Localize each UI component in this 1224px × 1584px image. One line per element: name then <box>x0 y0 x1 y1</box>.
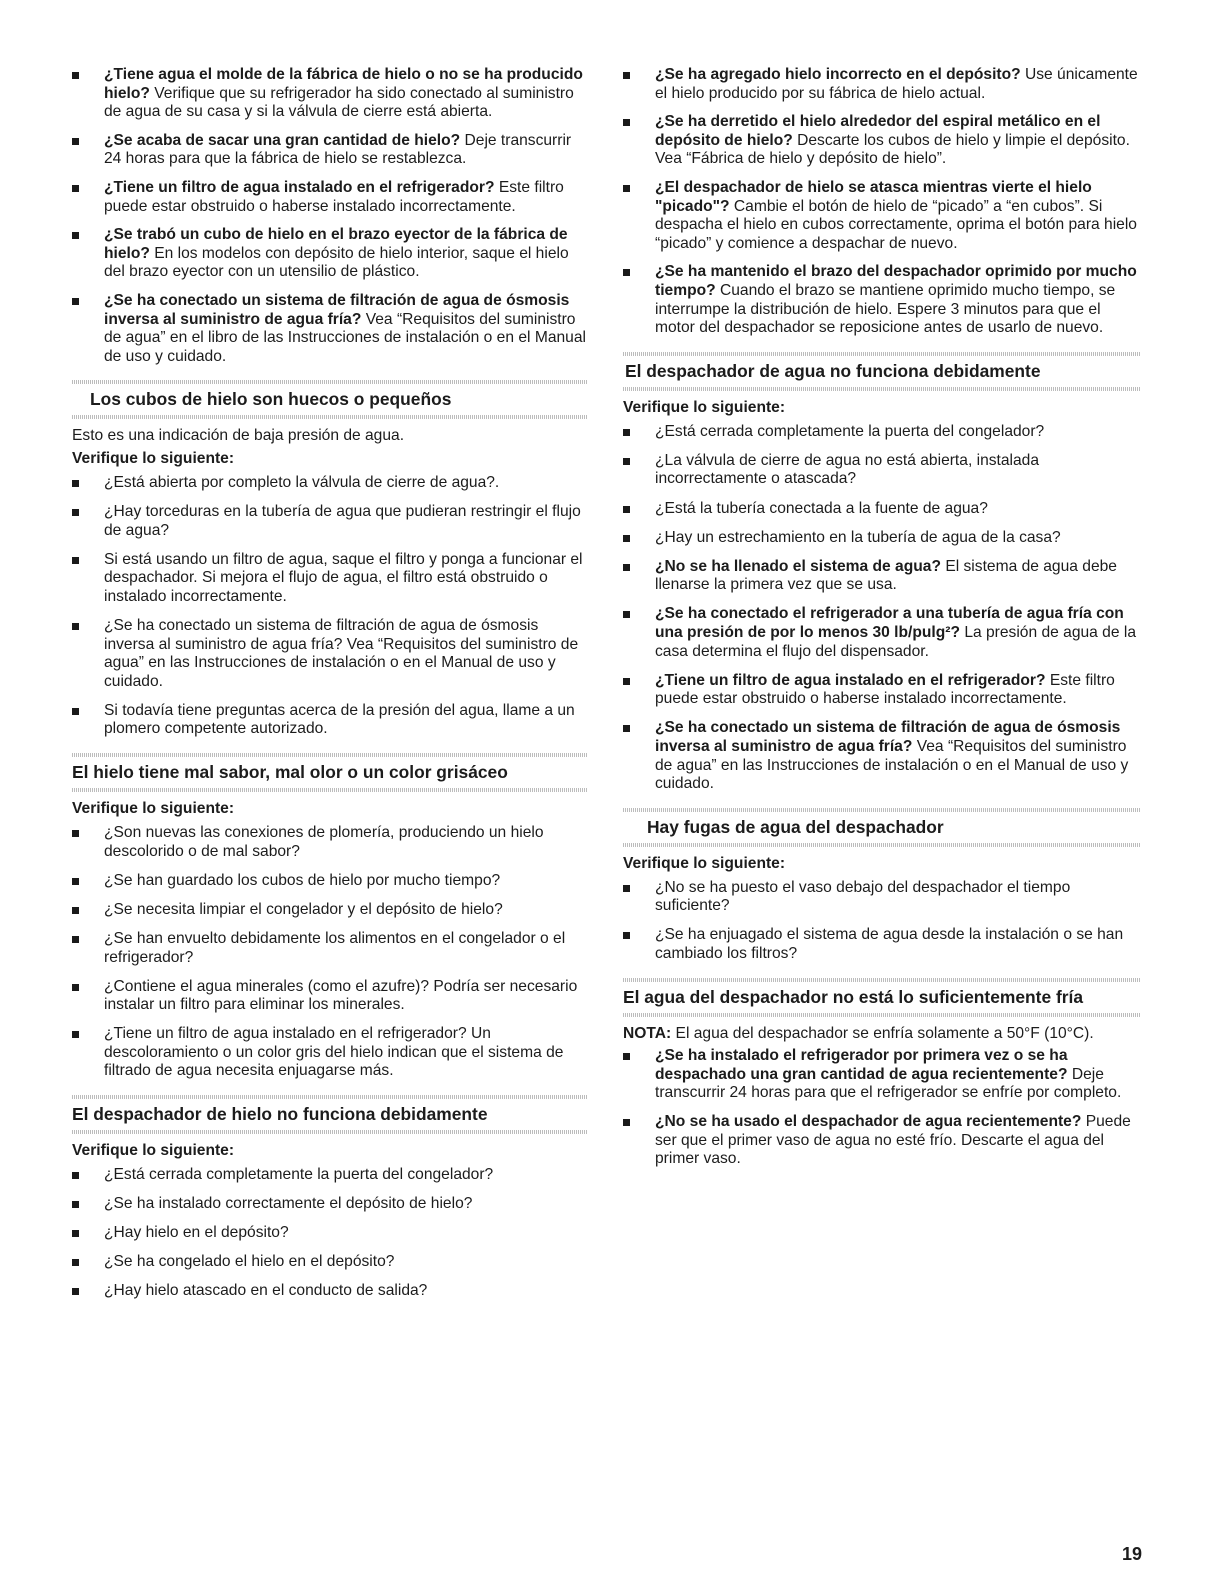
section-heading: El despachador de hielo no funciona debidamente <box>72 1104 488 1125</box>
divider <box>623 843 1141 847</box>
section-heading: El hielo tiene mal sabor, mal olor o un color grisáceo <box>72 762 508 783</box>
list-item: ¿Se ha enjuagado el sistema de agua desde la instalación o se han cambiado los filtros? <box>623 926 1141 963</box>
checklist <box>72 1166 588 1301</box>
verify-label: Verifique lo siguiente: <box>72 1142 235 1160</box>
list-item: ¿Hay torceduras en la tubería de agua que pudieran restringir el flujo de agua? <box>72 503 588 540</box>
list-item: ¿Se ha conectado un sistema de filtración de agua de ósmosis inversa al suministro de agua fría? Vea “Requisitos del suministro de agua” en las Instrucciones de instalación o en el Manual de uso y cuidado. <box>72 617 588 691</box>
list-item: Si todavía tiene preguntas acerca de la presión del agua, llame a un plomero competente autorizado. <box>72 702 588 739</box>
list-item: ¿Contiene el agua minerales (como el azufre)? Podría ser necesario instalar un filtro para eliminar los minerales. <box>72 978 588 1015</box>
list-item: ¿La válvula de cierre de agua no está abierta, instalada incorrectamente o atascada? <box>623 452 1141 489</box>
note: NOTA: El agua del despachador se enfría solamente a 50°F (10°C). <box>623 1024 1094 1042</box>
list-item: ¿Se ha conectado un sistema de filtración de agua de ósmosis inversa al suministro de agua fría? Vea “Requisitos del suministro de agua” en el libro de las Instrucciones de instalación o en el Manual de uso y cuidado. <box>72 292 588 366</box>
verify-label: Verifique lo siguiente: <box>72 800 235 818</box>
list-item: ¿Está la tubería conectada a la fuente de agua? <box>623 500 1141 519</box>
verify-label: Verifique lo siguiente: <box>623 854 786 872</box>
list-item: ¿Se han guardado los cubos de hielo por mucho tiempo? <box>72 872 588 891</box>
list-item: ¿No se ha llenado el sistema de agua? El sistema de agua debe llenarse la primera vez que se usa. <box>623 558 1141 595</box>
list-item: ¿Está cerrada completamente la puerta del congelador? <box>623 423 1141 442</box>
checklist <box>72 474 588 739</box>
section-water-dispenser <box>623 352 1141 794</box>
divider <box>72 788 588 792</box>
list-item: ¿Se ha mantenido el brazo del despachador oprimido por mucho tiempo? Cuando el brazo se mantiene oprimido mucho tiempo, se interrumpe la distribución de hielo. Espere 3 minutos para que el motor del despachador se reposicione antes de usarlo de nuevo. <box>623 263 1141 337</box>
list-item: ¿Hay hielo en el depósito? <box>72 1224 588 1243</box>
right-column <box>623 66 1141 1179</box>
section-bad-taste <box>72 753 588 1081</box>
section-heading: Hay fugas de agua del despachador <box>647 816 944 837</box>
verify-label: Verifique lo siguiente: <box>623 398 786 416</box>
divider <box>72 415 588 419</box>
list-item: ¿Se han envuelto debidamente los alimentos en el congelador o el refrigerador? <box>72 930 588 967</box>
list-item: ¿Se trabó un cubo de hielo en el brazo eyector de la fábrica de hielo? En los modelos con depósito de hielo interior, saque el hielo del brazo eyector con un utensilio de plástico. <box>72 226 588 282</box>
list-item: ¿Se necesita limpiar el congelador y el depósito de hielo? <box>72 901 588 920</box>
list-item: ¿El despachador de hielo se atasca mientras vierte el hielo "picado"? Cambie el botón de hielo de “picado” a “en cubos”. Si despacha el hielo en cubos correctamente, oprima el botón para hielo “picado” y comience a despachar de nuevo. <box>623 179 1141 253</box>
divider <box>623 387 1141 391</box>
list-item: Si está usando un filtro de agua, saque el filtro y ponga a funcionar el despachador. Si mejora el flujo de agua, el filtro está obstruido o instalado incorrectamente. <box>72 551 588 607</box>
list-item: ¿Tiene un filtro de agua instalado en el refrigerador? Un descoloramiento o un color gris del hielo indican que el sistema de filtrado de agua necesita enjuagarse más. <box>72 1025 588 1081</box>
section-ice-dispenser <box>72 1095 588 1301</box>
list-item: ¿Hay hielo atascado en el conducto de salida? <box>72 1282 588 1301</box>
section-not-cold <box>623 978 1141 1169</box>
list-item: ¿Son nuevas las conexiones de plomería, produciendo un hielo descolorido o de mal sabor? <box>72 824 588 861</box>
page-number: 19 <box>1121 1544 1142 1564</box>
checklist <box>623 1047 1141 1169</box>
list-item: ¿Tiene un filtro de agua instalado en el refrigerador? Este filtro puede estar obstruido o haberse instalado incorrectamente. <box>72 179 588 216</box>
section-intro: Esto es una indicación de baja presión de agua. <box>72 427 405 445</box>
section-heading: El despachador de agua no funciona debidamente <box>625 360 1041 381</box>
ice-dispenser-checklist <box>623 66 1141 338</box>
list-item: ¿Se ha congelado el hielo en el depósito? <box>72 1253 588 1272</box>
divider <box>623 1013 1141 1017</box>
list-item: ¿Está cerrada completamente la puerta del congelador? <box>72 1166 588 1185</box>
divider <box>72 1130 588 1134</box>
list-item: ¿No se ha usado el despachador de agua recientemente? Puede ser que el primer vaso de agua no esté frío. Descarte el agua del primer vaso. <box>623 1113 1141 1169</box>
ice-maker-checklist <box>72 66 588 366</box>
list-item: ¿Hay un estrechamiento en la tubería de agua de la casa? <box>623 529 1141 548</box>
list-item: ¿Se ha conectado el refrigerador a una tubería de agua fría con una presión de por lo menos 30 lb/pulg²? La presión de agua de la casa determina el flujo del dispensador. <box>623 605 1141 661</box>
list-item: ¿Se ha instalado correctamente el depósito de hielo? <box>72 1195 588 1214</box>
section-leaks <box>623 808 1141 964</box>
checklist <box>623 423 1141 794</box>
list-item: ¿Se ha agregado hielo incorrecto en el depósito? Use únicamente el hielo producido por su fábrica de hielo actual. <box>623 66 1141 103</box>
list-item: ¿Se ha conectado un sistema de filtración de agua de ósmosis inversa al suministro de agua fría? Vea “Requisitos del suministro de agua” en las Instrucciones de instalación o en el Manual de uso y cuidado. <box>623 719 1141 793</box>
list-item: ¿Tiene agua el molde de la fábrica de hielo o no se ha producido hielo? Verifique que su refrigerador ha sido conectado al suministro de agua de su casa y si la válvula de cierre está abierta. <box>72 66 588 122</box>
section-heading: Los cubos de hielo son huecos o pequeños <box>90 389 452 410</box>
list-item: ¿No se ha puesto el vaso debajo del despachador el tiempo suficiente? <box>623 879 1141 916</box>
list-item: ¿Está abierta por completo la válvula de cierre de agua?. <box>72 474 588 493</box>
list-item: ¿Se acaba de sacar una gran cantidad de hielo? Deje transcurrir 24 horas para que la fábrica de hielo se restablezca. <box>72 132 588 169</box>
list-item: ¿Tiene un filtro de agua instalado en el refrigerador? Este filtro puede estar obstruido o haberse instalado incorrectamente. <box>623 672 1141 709</box>
list-item: ¿Se ha derretido el hielo alrededor del espiral metálico en el depósito de hielo? Descarte los cubos de hielo y limpie el depósito. Vea “Fábrica de hielo y depósito de hielo”. <box>623 113 1141 169</box>
section-hollow-cubes <box>72 380 588 739</box>
section-heading: El agua del despachador no está lo suficientemente fría <box>623 986 1084 1007</box>
list-item: ¿Se ha instalado el refrigerador por primera vez o se ha despachado una gran cantidad de agua recientemente? Deje transcurrir 24 horas para que el refrigerador se enfríe por completo. <box>623 1047 1141 1103</box>
left-column <box>72 66 588 1312</box>
checklist <box>623 879 1141 964</box>
checklist <box>72 824 588 1081</box>
verify-label: Verifique lo siguiente: <box>72 449 235 467</box>
